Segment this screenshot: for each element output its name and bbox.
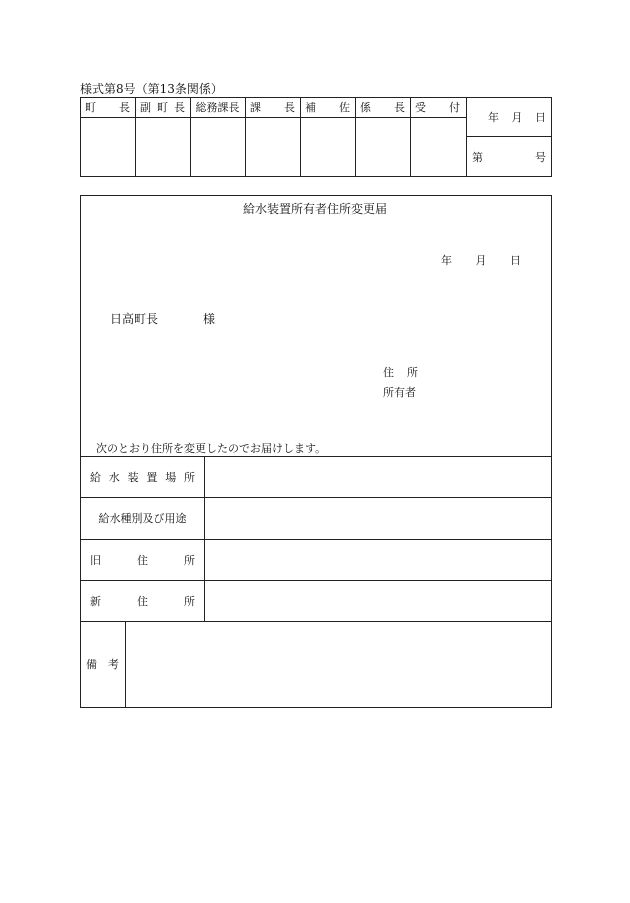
- stamp-cell-deputy-mayor[interactable]: [136, 118, 190, 176]
- row-label-supply-type: 給水種別及び用途: [98, 512, 187, 525]
- receipt-date: 年 月 日: [488, 111, 546, 124]
- addressee-name: 日高町長: [110, 312, 159, 326]
- stamp-cell-section-chief[interactable]: [246, 118, 300, 176]
- receipt-number: 第 号: [472, 151, 546, 164]
- form-number: 様式第8号（第13条関係）: [80, 82, 223, 96]
- header-general-affairs: 総務課長: [195, 101, 240, 114]
- row-label-supply-location: 給 水 装 置 場 所: [90, 471, 195, 484]
- remarks-label: 備 考: [86, 658, 119, 671]
- header-section-chief: 課 長: [250, 101, 295, 114]
- statement-text: 次のとおり住所を変更したのでお届けします。: [96, 442, 327, 455]
- stamp-cell-assistant[interactable]: [301, 118, 355, 176]
- new-address-field[interactable]: [205, 581, 551, 621]
- submission-date: 年 月 日: [441, 254, 521, 267]
- row-label-old-address: 旧 住 所: [90, 554, 195, 567]
- header-assistant: 補 佐: [305, 101, 350, 114]
- stamp-cell-general-affairs[interactable]: [191, 118, 245, 176]
- addressee-honorific: 様: [203, 312, 216, 326]
- header-deputy-mayor: 副 町 長: [140, 101, 185, 114]
- supply-type-field[interactable]: [205, 498, 551, 539]
- stamp-cell-reception[interactable]: [411, 118, 466, 176]
- header-mayor: 町 長: [85, 101, 130, 114]
- address-label: 住 所: [383, 366, 418, 379]
- supply-location-field[interactable]: [205, 457, 551, 497]
- stamp-cell-subsection-chief[interactable]: [356, 118, 410, 176]
- remarks-field[interactable]: [126, 622, 551, 707]
- header-subsection-chief: 係 長: [360, 101, 405, 114]
- header-reception: 受 付: [415, 101, 460, 114]
- row-label-new-address: 新 住 所: [90, 595, 195, 608]
- stamp-cell-mayor[interactable]: [81, 118, 135, 176]
- owner-label: 所有者: [383, 386, 416, 399]
- old-address-field[interactable]: [205, 540, 551, 580]
- form-title: 給水装置所有者住所変更届: [242, 202, 387, 216]
